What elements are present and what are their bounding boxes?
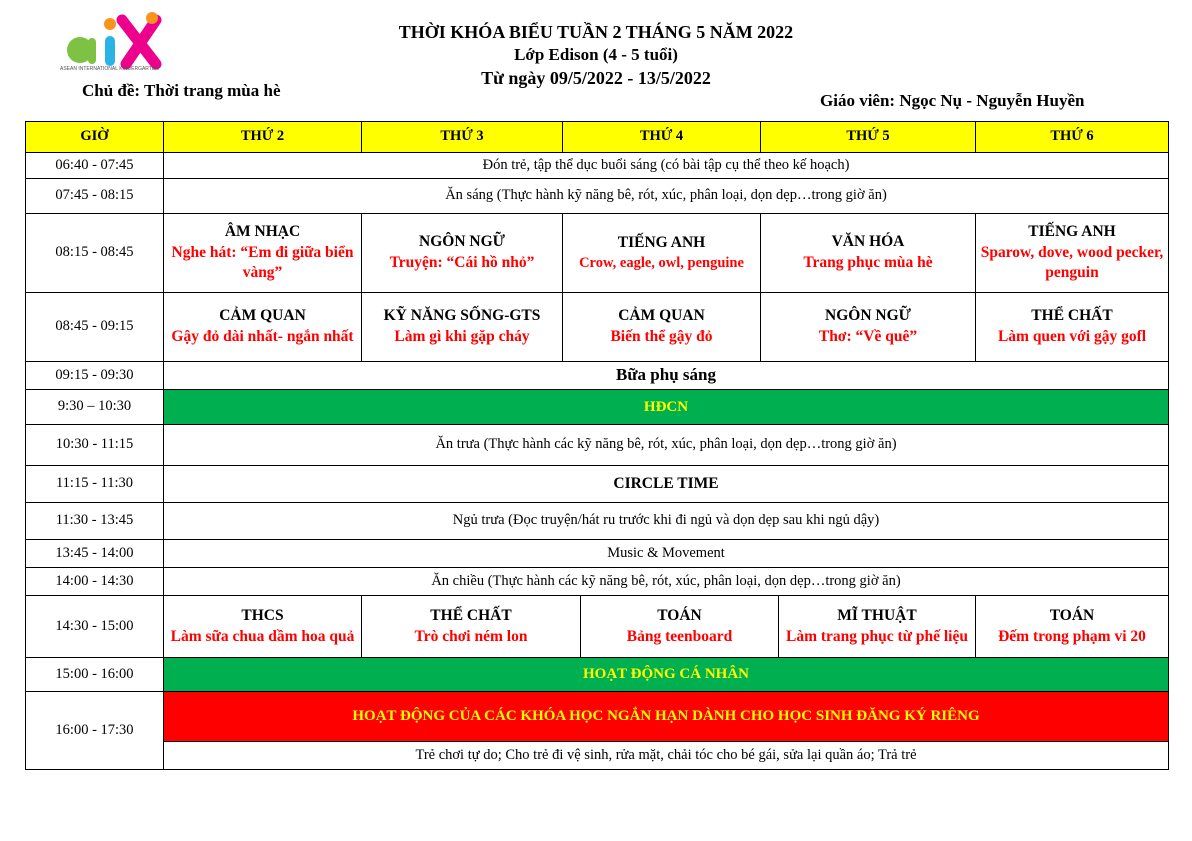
- date-range: Từ ngày 09/5/2022 - 13/5/2022: [481, 68, 711, 88]
- lesson-cell-thu: [760, 213, 976, 293]
- col-header-mon: THỨ 2: [163, 121, 362, 153]
- subject-label: THỂ CHẤT: [1031, 307, 1113, 325]
- activity-label: Biến thể gậy đỏ: [610, 328, 713, 345]
- lesson-cell-wed: [562, 213, 761, 293]
- time-cell: 08:15 - 08:45: [25, 213, 164, 293]
- activity-label: Trò chơi ném lon: [414, 627, 528, 645]
- lesson-cell-wed: [580, 595, 779, 658]
- activity-label: Sparow, dove, wood pecker, penguin: [980, 243, 1164, 282]
- teachers-label: Giáo viên: Ngọc Nụ - Nguyễn Huyền: [820, 91, 1085, 110]
- activity-label: Crow, eagle, owl, penguine: [579, 254, 744, 271]
- activity-cell: Đón trẻ, tập thể dục buổi sáng (có bài tập cụ thể theo kế hoạch): [163, 152, 1169, 179]
- activity-cell: Ngủ trưa (Đọc truyện/hát ru trước khi đi ngủ và dọn dẹp sau khi ngủ dậy): [163, 502, 1169, 540]
- lesson-cell-tue: [361, 213, 563, 293]
- subject-label: NGÔN NGỮ: [419, 233, 505, 251]
- topic-label: Chủ đề: Thời trang mùa hè: [82, 81, 281, 100]
- col-header-tue: THỨ 3: [361, 121, 563, 153]
- lesson-cell-thu: [778, 595, 976, 658]
- time-cell: 15:00 - 16:00: [25, 657, 164, 692]
- subject-label: TIẾNG ANH: [1028, 222, 1116, 240]
- time-cell: 07:45 - 08:15: [25, 178, 164, 214]
- subject-label: THCS: [241, 606, 284, 624]
- time-cell: 08:45 - 09:15: [25, 292, 164, 362]
- subject-label: TIẾNG ANH: [617, 233, 706, 251]
- lesson-cell-tue: [361, 595, 581, 658]
- lesson-cell-fri: [975, 213, 1169, 293]
- lesson-cell-wed: [562, 292, 761, 362]
- activity-label: Làm trang phục từ phế liệu: [786, 627, 968, 645]
- activity-cell-hdcn: HĐCN: [163, 389, 1169, 425]
- activity-label: Thơ: “Về quê”: [818, 328, 918, 345]
- activity-label: Truyện: “Cái hồ nhỏ”: [389, 254, 535, 271]
- activity-label: Làm gì khi gặp cháy: [394, 328, 530, 345]
- lesson-cell-fri: [975, 595, 1169, 658]
- col-header-fri: THỨ 6: [975, 121, 1169, 153]
- activity-cell: Music & Movement: [163, 539, 1169, 568]
- subject-label: CẢM QUAN: [618, 307, 705, 325]
- subject-label: NGÔN NGỮ: [825, 307, 911, 325]
- lesson-cell-thu: [760, 292, 976, 362]
- subject-label: ÂM NHẠC: [224, 222, 301, 240]
- logo-subtext: ASEAN INTERNATIONAL KINDERGARTEN: [60, 66, 159, 72]
- subject-label: TOÁN: [657, 606, 702, 624]
- time-cell: 14:00 - 14:30: [25, 567, 164, 596]
- activity-cell: Bữa phụ sáng: [163, 361, 1169, 390]
- col-header-time: GIỜ: [25, 121, 164, 153]
- activity-label: Trang phục mùa hè: [803, 254, 933, 271]
- schedule-title: THỜI KHÓA BIỂU TUẦN 2 THÁNG 5 NĂM 2022: [398, 22, 794, 42]
- activity-cell-individual: HOẠT ĐỘNG CÁ NHÂN: [163, 657, 1169, 692]
- subject-label: TOÁN: [1049, 606, 1095, 624]
- subject-label: MĨ THUẬT: [837, 606, 917, 624]
- activity-cell: Ăn sáng (Thực hành kỹ năng bê, rót, xúc, phân loại, dọn dẹp…trong giờ ăn): [163, 178, 1169, 214]
- activity-label: Đếm trong phạm vi 20: [998, 627, 1146, 645]
- time-cell: 09:15 - 09:30: [25, 361, 164, 390]
- activity-label: Nghe hát: “Em đi giữa biển vàng”: [171, 243, 354, 282]
- subject-label: THỂ CHẤT: [430, 606, 512, 624]
- activity-label: Bảng teenboard: [626, 627, 733, 645]
- activity-label: Làm sữa chua dầm hoa quả: [170, 627, 355, 645]
- class-name: Lớp Edison (4 - 5 tuổi): [514, 45, 678, 64]
- activity-cell: CIRCLE TIME: [163, 465, 1169, 503]
- lesson-cell-fri: [975, 292, 1169, 362]
- time-cell: 9:30 – 10:30: [25, 389, 164, 425]
- activity-cell: Ăn trưa (Thực hành các kỹ năng bê, rót, xúc, phân loại, dọn dẹp…trong giờ ăn): [163, 424, 1169, 466]
- lesson-cell-mon: [163, 213, 362, 293]
- activity-cell: Ăn chiều (Thực hành các kỹ năng bê, rót, xúc, phân loại, dọn dẹp…trong giờ ăn): [163, 567, 1169, 596]
- lesson-cell-mon: [163, 292, 362, 362]
- time-cell: 10:30 - 11:15: [25, 424, 164, 466]
- subject-label: CẢM QUAN: [219, 307, 306, 325]
- activity-cell-short-courses: HOẠT ĐỘNG CỦA CÁC KHÓA HỌC NGẮN HẠN DÀNH CHO HỌC SINH ĐĂNG KÝ RIÊNG: [163, 691, 1169, 742]
- lesson-cell-mon: [163, 595, 362, 658]
- time-cell: 11:15 - 11:30: [25, 465, 164, 503]
- subject-label: KỸ NĂNG SỐNG-GTS: [383, 307, 541, 325]
- time-cell: 11:30 - 13:45: [25, 502, 164, 540]
- time-cell: 13:45 - 14:00: [25, 539, 164, 568]
- activity-label: Gậy đỏ dài nhất- ngắn nhất: [171, 328, 354, 345]
- col-header-thu: THỨ 5: [760, 121, 976, 153]
- activity-label: Làm quen với gậy gofl: [997, 328, 1147, 345]
- col-header-wed: THỨ 4: [562, 121, 761, 153]
- subject-label: VĂN HÓA: [831, 233, 905, 251]
- activity-cell: Trẻ chơi tự do; Cho trẻ đi vệ sinh, rửa mặt, chải tóc cho bé gái, sửa lại quần áo; Trả trẻ: [163, 741, 1169, 770]
- time-cell: 16:00 - 17:30: [25, 691, 164, 770]
- time-cell: 06:40 - 07:45: [25, 152, 164, 179]
- time-cell: 14:30 - 15:00: [25, 595, 164, 658]
- lesson-cell-tue: [361, 292, 563, 362]
